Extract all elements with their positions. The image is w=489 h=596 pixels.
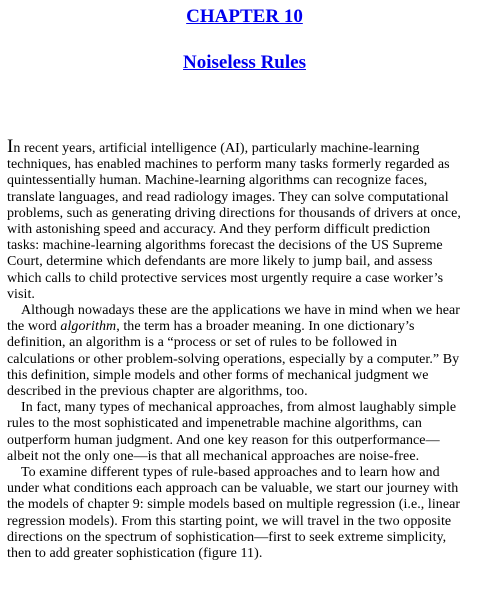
emphasized-term: algorithm (60, 319, 117, 335)
paragraph-line: quintessentially human. Machine-learning algorithms can recognize faces, (7, 173, 428, 189)
paragraph-line: this definition, simple models and other forms of mechanical judgment we (7, 367, 429, 383)
paragraph-line: translate languages, and read radiology images. They can solve computational (7, 189, 449, 205)
paragraph-line: directions on the spectrum of sophistication—first to seek extreme simplicity, (7, 529, 447, 545)
paragraph-line: albeit not the only one—is that all mechanical approaches are noise-free. (7, 448, 420, 464)
chapter-number-link[interactable]: CHAPTER 10 (186, 6, 303, 27)
paragraph-line: outperform human judgment. And one key reason for this outperformance— (7, 432, 440, 448)
chapter-body (7, 136, 485, 562)
paragraph-line: described in the previous chapter are algorithms, too. (7, 384, 308, 400)
paragraph-line: To examine different types of rule-based approaches and to learn how and (21, 465, 440, 481)
paragraph-line: regression models). From this starting point, we will travel in the two opposite (7, 513, 452, 529)
paragraph-line: then to add greater sophistication (figure 11). (7, 546, 263, 562)
paragraph-line: techniques, has enabled machines to perform many tasks formerly regarded as (7, 157, 450, 173)
paragraph-line: problems, such as generating driving directions for thousands of drivers at once, (7, 205, 461, 221)
paragraph-3 (7, 400, 485, 465)
paragraph-line: tasks: machine-learning algorithms forecast the decisions of the US Supreme (7, 238, 443, 254)
paragraph-line: In fact, many types of mechanical approaches, from almost laughably simple (21, 400, 457, 416)
paragraph-line: which calls to child protective services most urgently require a case worker’s (7, 270, 444, 286)
paragraph-line: Court, determine which defendants are more likely to jump bail, and assess (7, 254, 433, 270)
paragraph-line: with astonishing speed and accuracy. And they perform difficult prediction (7, 222, 431, 238)
paragraph-line: rules to the most sophisticated and impenetrable machine algorithms, can (7, 416, 422, 432)
chapter-title-link[interactable]: Noiseless Rules (183, 52, 306, 73)
paragraph-line: In recent years, artificial intelligence (AI), particularly machine-learning (7, 136, 420, 157)
paragraph-line: Although nowadays these are the applications we have in mind when we hear (21, 303, 461, 319)
drop-cap: I (7, 136, 14, 157)
paragraph-line: the word algorithm, the term has a broader meaning. In one dictionary’s (7, 319, 415, 335)
paragraph-line: under what conditions each approach can be valuable, we start our journey with (7, 481, 459, 497)
paragraph-line: definition, an algorithm is a “process or set of rules to be followed in (7, 335, 398, 351)
paragraph-line: visit. (7, 286, 35, 302)
paragraph-line: calculations or other problem-solving operations, especially by a computer.” By (7, 351, 460, 367)
paragraph-line: the models of chapter 9: simple models based on multiple regression (i.e., linear (7, 497, 461, 513)
paragraph-2 (7, 303, 485, 400)
paragraph-1 (7, 136, 485, 303)
paragraph-4 (7, 465, 485, 562)
